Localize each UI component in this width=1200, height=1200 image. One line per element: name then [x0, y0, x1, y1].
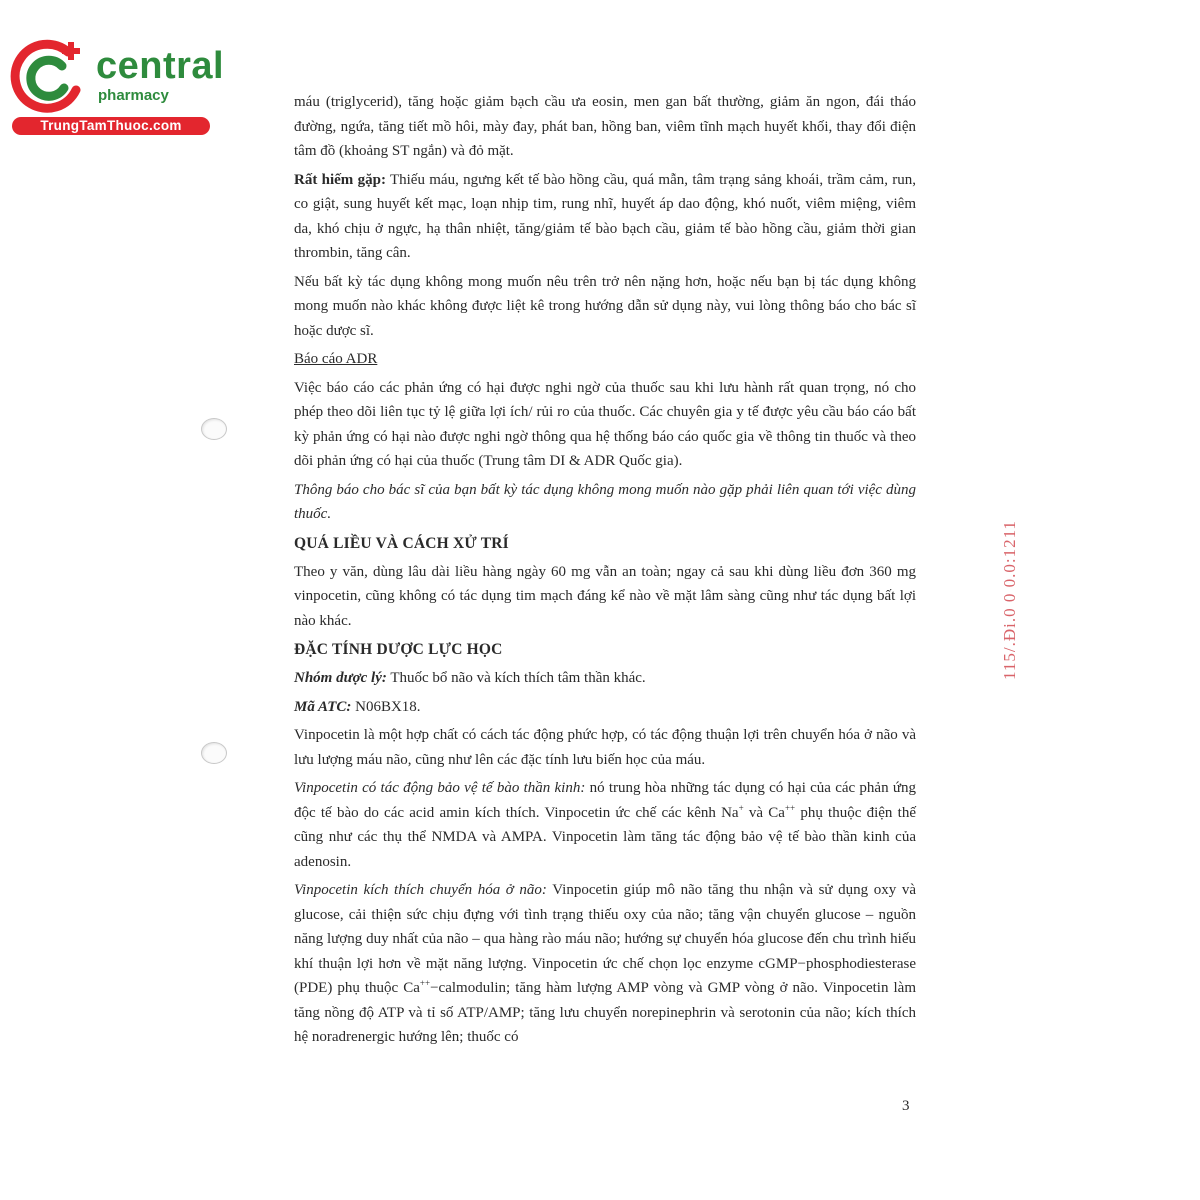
logo-website-badge: TrungTamThuoc.com: [12, 117, 210, 135]
adr-heading: [294, 347, 916, 372]
paragraph-very-rare: [294, 168, 916, 266]
paragraph-atc-code: [294, 695, 916, 720]
registration-stamp: [945, 520, 1075, 690]
calcium-charge-superscript: ++: [419, 978, 431, 988]
paragraph-brain-metabolism: [294, 878, 916, 1050]
neuroprotection-text-b: và Ca: [743, 804, 785, 821]
central-pharmacy-logo: [10, 38, 225, 138]
very-rare-text: Thiếu máu, ngưng kết tế bào hồng cầu, quá mẫn, tâm trạng sảng khoái, trầm cảm, run, co giật, sung huyết kết mạc, loạn nhịp tim, rung nhĩ, huyết áp dao động, khó nuốt, viêm miệng, viêm da, khó chịu ở ngực, hạ thân nhiệt, tăng/giảm tế bào bạch cầu, giảm tế bào hồng cầu, giảm thời gian thrombin, tăng cân.: [294, 171, 916, 261]
punch-hole-bottom: [201, 742, 227, 764]
paragraph-overdose: Theo y văn, dùng lâu dài liều hàng ngày 60 mg vẫn an toàn; ngay cả sau khi dùng liều đơn 360 mg vinpocetin, cũng không có tác dụng tim mạch đáng kể nào về mặt lâm sàng cũng như tác dụng bất lợi nào khác.: [294, 563, 916, 629]
brain-metabolism-text-a: Vinpocetin giúp mô não tăng thu nhận và sử dụng oxy và glucose, cải thiện sức chịu đựng với tình trạng thiếu oxy của não; tăng vận chuyển glucose – nguồn năng lượng duy nhất của não – qua hàng rào máu não; hướng sự chuyển hóa glucose đến chu trình hiếu khí thuận lợi hơn về mặt năng lượng. Vinpocetin ức chế chọn lọc enzyme cGMP−phosphodiesterase (PDE) phụ thuộc Ca: [294, 882, 916, 996]
neuroprotection-text-a: nó trung hòa những tác dụng có hại của các phản ứng độc tế bào do các acid amin kích thích. Vinpocetin ức chế các kênh Na: [294, 780, 916, 821]
brain-metabolism-lead: Vinpocetin kích thích chuyển hóa ở não:: [294, 882, 547, 898]
pharmacodynamics-heading: ĐẶC TÍNH DƯỢC LỰC HỌC: [294, 641, 503, 658]
atc-text: N06BX18.: [351, 698, 421, 715]
calcium-charge-superscript: ++: [784, 802, 796, 813]
drug-group-text: Thuốc bổ não và kích thích tâm thần khác.: [386, 670, 646, 686]
overdose-heading: QUÁ LIỀU VÀ CÁCH XỬ TRÍ: [294, 534, 509, 552]
adr-heading-text: Báo cáo ADR: [294, 351, 378, 367]
paragraph-mechanism: Vinpocetin là một hợp chất có cách tác động phức hợp, có tác động thuận lợi trên chuyển hóa ở não và lưu lượng máu não, cũng như lên các đặc tính lưu biến học của máu.: [294, 727, 916, 768]
drug-group-label: Nhóm dược lý:: [294, 670, 387, 686]
punch-hole-top: [201, 418, 227, 440]
pharmacy-cross-logo-icon: [10, 38, 90, 118]
logo-subtitle: pharmacy: [98, 87, 169, 104]
neuroprotection-text-c: phụ thuộc điện thế cũng như các thụ thể NMDA và AMPA. Vinpocetin làm tăng tác động bảo vệ tế bào thần kinh của adenosin.: [294, 804, 916, 870]
atc-label: Mã ATC:: [294, 698, 352, 715]
stamp-text: 115/.Đi.0 0 0.0:1211: [1000, 520, 1019, 680]
document-body: [294, 90, 916, 1054]
brain-metabolism-text-b: −calmodulin; tăng hàm lượng AMP vòng và GMP vòng ở não. Vinpocetin làm tăng nồng độ ATP và tỉ số ATP/AMP; tăng lưu chuyển norepinephrin và serotonin của não; kích thích hệ noradrenergic hướng lên; thuốc có: [294, 980, 916, 1045]
paragraph-adr-notice: Thông báo cho bác sĩ của bạn bất kỳ tác dụng không mong muốn nào gặp phải liên quan tới việc dùng thuốc.: [294, 481, 916, 522]
paragraph-side-effects-continued: máu (triglycerid), tăng hoặc giảm bạch cầu ưa eosin, men gan bất thường, giảm ăn ngon, đái tháo đường, ngứa, tăng tiết mồ hôi, mày đay, phát ban, hồng ban, viêm tĩnh mạch huyết khối, thay đổi điện tâm đồ (khoảng ST ngắn) và đỏ mặt.: [294, 94, 916, 159]
paragraph-adr: Việc báo cáo các phản ứng có hại được nghi ngờ của thuốc sau khi lưu hành rất quan trọng, nó cho phép theo dõi liên tục tỷ lệ giữa lợi ích/ rủi ro của thuốc. Các chuyên gia y tế được yêu cầu báo cáo bất kỳ phản ứng có hại nào được nghi ngờ thông qua hệ thống báo cáo quốc gia về thông tin thuốc và theo dõi phản ứng có hại của thuốc (Trung tâm DI & ADR Quốc gia).: [294, 379, 916, 469]
logo-brand-name: central: [96, 45, 225, 87]
sodium-charge-superscript: +: [738, 802, 744, 813]
paragraph-report-to-doctor: Nếu bất kỳ tác dụng không mong muốn nêu trên trở nên nặng hơn, hoặc nếu bạn bị tác dụng không mong muốn nào khác không được liệt kê trong hướng dẫn sử dụng này, vui lòng thông báo cho bác sĩ hoặc dược sĩ.: [294, 273, 916, 339]
page-number: 3: [902, 1098, 910, 1114]
neuroprotection-lead: Vinpocetin có tác động bảo vệ tế bào thần kinh:: [294, 780, 586, 796]
paragraph-neuroprotection: [294, 776, 916, 874]
paragraph-drug-group: [294, 666, 916, 691]
very-rare-label: Rất hiếm gặp:: [294, 171, 386, 188]
